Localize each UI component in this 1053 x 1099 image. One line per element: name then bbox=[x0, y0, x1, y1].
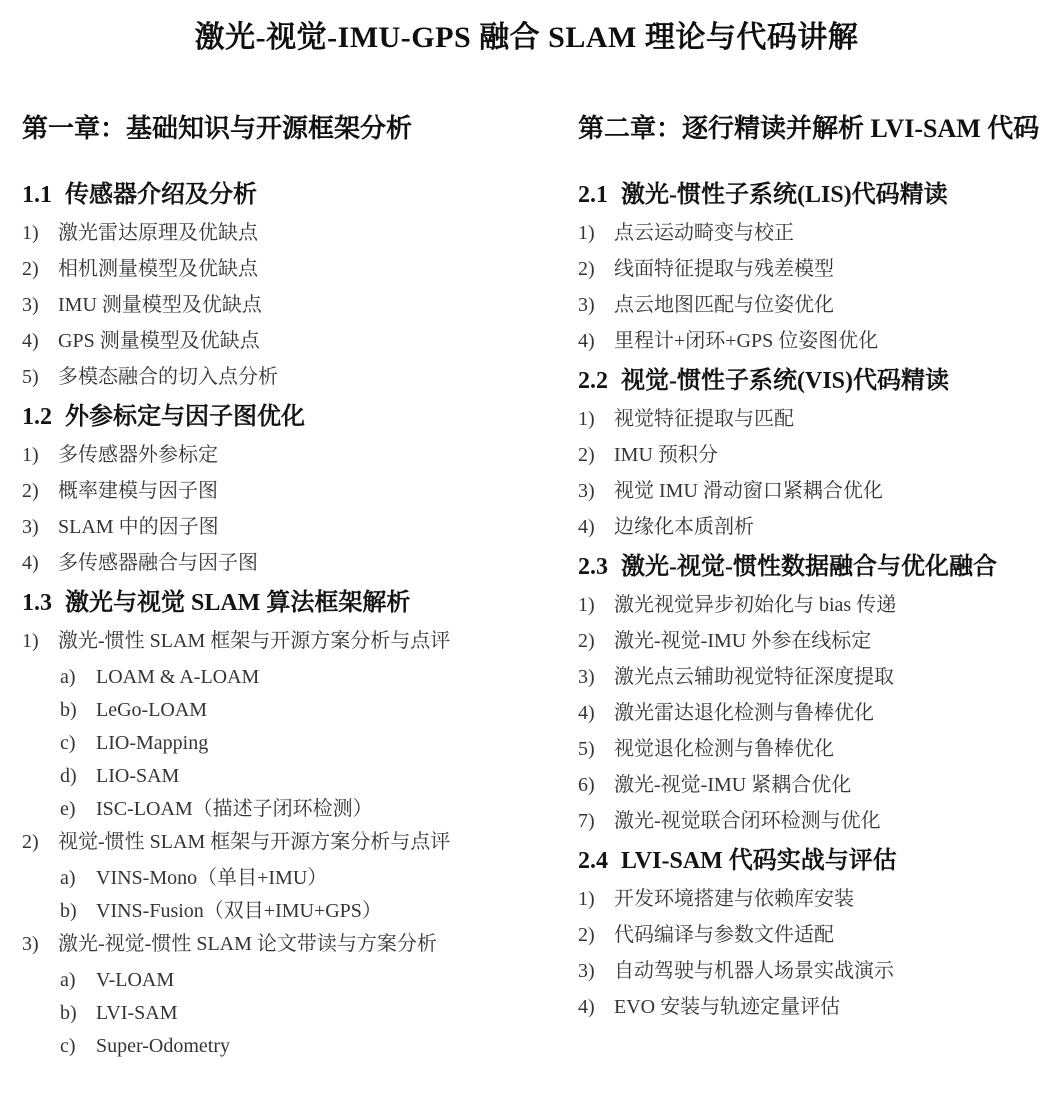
two-column-layout bbox=[0, 112, 1053, 1068]
section-2-4 bbox=[578, 846, 1047, 1019]
item-number: 3) bbox=[22, 516, 39, 538]
section-title: 激光与视觉 SLAM 算法框架解析 bbox=[65, 590, 411, 616]
item-text: 激光雷达退化检测与鲁棒优化 bbox=[614, 702, 874, 724]
item-number: 2) bbox=[22, 831, 39, 853]
section-heading bbox=[22, 588, 578, 618]
item-number: 1) bbox=[22, 444, 39, 466]
section-number: 1.2 bbox=[22, 404, 52, 430]
item-number: 3) bbox=[22, 933, 39, 955]
item-text: 代码编译与参数文件适配 bbox=[614, 924, 834, 946]
item-text: 视觉-惯性 SLAM 框架与开源方案分析与点评 bbox=[58, 831, 451, 853]
item-text: SLAM 中的因子图 bbox=[58, 516, 219, 538]
page-title: 激光-视觉-IMU-GPS 融合 SLAM 理论与代码讲解 bbox=[194, 21, 859, 54]
item-text: 激光雷达原理及优缺点 bbox=[58, 222, 258, 244]
section-number: 1.3 bbox=[22, 590, 52, 616]
list-item bbox=[578, 960, 1047, 983]
item-number: 2) bbox=[22, 258, 39, 280]
item-number: 5) bbox=[578, 738, 595, 760]
list-item bbox=[578, 996, 1047, 1019]
list-item bbox=[22, 480, 578, 503]
item-number: a) bbox=[60, 867, 76, 889]
item-number: b) bbox=[60, 900, 77, 922]
section-heading bbox=[578, 180, 1047, 210]
item-text: 视觉退化检测与鲁棒优化 bbox=[614, 738, 834, 760]
list-item bbox=[22, 516, 578, 539]
section-title: LVI-SAM 代码实战与评估 bbox=[621, 848, 897, 874]
section-heading bbox=[22, 402, 578, 432]
item-number: a) bbox=[60, 969, 76, 991]
list-item bbox=[578, 666, 1047, 689]
item-text: GPS 测量模型及优缺点 bbox=[58, 330, 260, 352]
item-text: 点云运动畸变与校正 bbox=[614, 222, 794, 244]
section-number: 1.1 bbox=[22, 182, 52, 208]
item-text: 视觉 IMU 滑动窗口紧耦合优化 bbox=[614, 480, 883, 502]
item-text: LVI-SAM bbox=[96, 1002, 178, 1024]
section-2-2 bbox=[578, 366, 1047, 539]
item-number: e) bbox=[60, 798, 76, 820]
list-item bbox=[22, 444, 578, 467]
section-number: 2.3 bbox=[578, 554, 608, 580]
item-text: 激光-视觉-IMU 紧耦合优化 bbox=[614, 774, 852, 796]
list-item bbox=[578, 810, 1047, 833]
item-number: 4) bbox=[22, 552, 39, 574]
item-number: 5) bbox=[22, 366, 39, 388]
section-heading bbox=[22, 180, 578, 210]
item-number: a) bbox=[60, 666, 76, 688]
sub-list-item bbox=[60, 867, 578, 890]
item-text: VINS-Mono（单目+IMU） bbox=[96, 867, 328, 889]
sub-list-item bbox=[60, 900, 578, 923]
item-number: 4) bbox=[578, 996, 595, 1018]
item-text: 激光点云辅助视觉特征深度提取 bbox=[614, 666, 894, 688]
item-number: 1) bbox=[22, 630, 39, 652]
item-number: 1) bbox=[578, 222, 595, 244]
list-item bbox=[578, 924, 1047, 947]
sub-list-item bbox=[60, 969, 578, 992]
item-text: IMU 测量模型及优缺点 bbox=[58, 294, 262, 316]
item-number: 3) bbox=[578, 960, 595, 982]
list-item bbox=[22, 366, 578, 389]
item-text: 激光视觉异步初始化与 bias 传递 bbox=[614, 594, 897, 616]
item-number: 2) bbox=[578, 630, 595, 652]
item-text: 激光-惯性 SLAM 框架与开源方案分析与点评 bbox=[58, 630, 451, 652]
item-number: 6) bbox=[578, 774, 595, 796]
list-item bbox=[578, 408, 1047, 431]
list-item bbox=[22, 258, 578, 281]
item-text: IMU 预积分 bbox=[614, 444, 718, 466]
sub-list-item bbox=[60, 666, 578, 689]
item-text: V-LOAM bbox=[96, 969, 175, 991]
item-text: ISC-LOAM（描述子闭环检测） bbox=[96, 798, 373, 820]
item-text: 激光-视觉联合闭环检测与优化 bbox=[614, 810, 881, 832]
section-number: 2.1 bbox=[578, 182, 608, 208]
item-text: EVO 安装与轨迹定量评估 bbox=[614, 996, 841, 1018]
item-number: 2) bbox=[578, 444, 595, 466]
item-number: 1) bbox=[578, 594, 595, 616]
list-item bbox=[578, 888, 1047, 911]
item-text: 里程计+闭环+GPS 位姿图优化 bbox=[614, 330, 879, 352]
item-text: LIO-Mapping bbox=[96, 732, 209, 754]
sub-list-item bbox=[60, 798, 578, 821]
section-heading bbox=[578, 366, 1047, 396]
item-text: 多传感器融合与因子图 bbox=[58, 552, 258, 574]
item-number: 1) bbox=[578, 888, 595, 910]
item-number: b) bbox=[60, 1002, 77, 1024]
item-number: 3) bbox=[578, 294, 595, 316]
list-item bbox=[578, 516, 1047, 539]
chapter-1-column bbox=[22, 112, 578, 1068]
item-number: 4) bbox=[22, 330, 39, 352]
list-item bbox=[578, 480, 1047, 503]
item-number: 2) bbox=[578, 258, 595, 280]
list-item bbox=[578, 294, 1047, 317]
section-title: 激光-视觉-惯性数据融合与优化融合 bbox=[621, 554, 997, 580]
chapter-2-heading: 第二章：逐行精读并解析 LVI-SAM 代码 bbox=[578, 114, 1040, 143]
section-heading bbox=[578, 552, 1047, 582]
chapter-1-heading: 第一章：基础知识与开源框架分析 bbox=[22, 114, 413, 143]
item-text: 相机测量模型及优缺点 bbox=[58, 258, 258, 280]
list-item bbox=[22, 831, 578, 854]
item-text: 概率建模与因子图 bbox=[58, 480, 218, 502]
item-text: 线面特征提取与残差模型 bbox=[614, 258, 834, 280]
section-title: 外参标定与因子图优化 bbox=[65, 404, 305, 430]
item-number: 2) bbox=[578, 924, 595, 946]
list-item bbox=[22, 222, 578, 245]
list-item bbox=[578, 444, 1047, 467]
item-text: Super-Odometry bbox=[96, 1035, 231, 1057]
sub-list-item bbox=[60, 765, 578, 788]
item-text: 开发环境搭建与依赖库安装 bbox=[614, 888, 854, 910]
item-text: VINS-Fusion（双目+IMU+GPS） bbox=[96, 900, 382, 922]
section-1-2 bbox=[22, 402, 578, 575]
item-number: 3) bbox=[578, 480, 595, 502]
item-number: 4) bbox=[578, 702, 595, 724]
list-item bbox=[22, 330, 578, 353]
item-number: b) bbox=[60, 699, 77, 721]
list-item bbox=[578, 222, 1047, 245]
item-text: 视觉特征提取与匹配 bbox=[614, 408, 794, 430]
sub-list-item bbox=[60, 1002, 578, 1025]
list-item bbox=[578, 702, 1047, 725]
list-item bbox=[578, 594, 1047, 617]
item-number: 7) bbox=[578, 810, 595, 832]
sub-list-item bbox=[60, 732, 578, 755]
list-item bbox=[578, 738, 1047, 761]
item-text: LIO-SAM bbox=[96, 765, 180, 787]
item-text: LeGo-LOAM bbox=[96, 699, 208, 721]
item-text: 多模态融合的切入点分析 bbox=[58, 366, 278, 388]
item-text: 边缘化本质剖析 bbox=[614, 516, 754, 538]
item-number: 1) bbox=[578, 408, 595, 430]
list-item bbox=[578, 774, 1047, 797]
item-number: 3) bbox=[22, 294, 39, 316]
list-item bbox=[22, 294, 578, 317]
item-text: 点云地图匹配与位姿优化 bbox=[614, 294, 834, 316]
sub-list-item bbox=[60, 699, 578, 722]
section-1-1 bbox=[22, 180, 578, 389]
section-2-1 bbox=[578, 180, 1047, 353]
item-number: 2) bbox=[22, 480, 39, 502]
item-number: c) bbox=[60, 732, 76, 754]
section-title: 传感器介绍及分析 bbox=[65, 182, 257, 208]
section-number: 2.2 bbox=[578, 368, 608, 394]
item-number: 4) bbox=[578, 330, 595, 352]
item-number: c) bbox=[60, 1035, 76, 1057]
list-item bbox=[22, 552, 578, 575]
section-1-3 bbox=[22, 588, 578, 1058]
section-title: 视觉-惯性子系统(VIS)代码精读 bbox=[621, 368, 949, 394]
list-item bbox=[578, 258, 1047, 281]
item-number: 3) bbox=[578, 666, 595, 688]
course-outline-page bbox=[0, 20, 1053, 1068]
item-text: 激光-视觉-惯性 SLAM 论文带读与方案分析 bbox=[58, 933, 437, 955]
section-title: 激光-惯性子系统(LIS)代码精读 bbox=[621, 182, 948, 208]
item-text: 自动驾驶与机器人场景实战演示 bbox=[614, 960, 894, 982]
item-text: LOAM & A-LOAM bbox=[96, 666, 260, 688]
sub-list-item bbox=[60, 1035, 578, 1058]
list-item bbox=[22, 630, 578, 653]
item-text: 激光-视觉-IMU 外参在线标定 bbox=[614, 630, 872, 652]
item-number: 4) bbox=[578, 516, 595, 538]
list-item bbox=[22, 933, 578, 956]
section-heading bbox=[578, 846, 1047, 876]
item-number: d) bbox=[60, 765, 77, 787]
section-2-3 bbox=[578, 552, 1047, 833]
item-text: 多传感器外参标定 bbox=[58, 444, 218, 466]
section-number: 2.4 bbox=[578, 848, 608, 874]
list-item bbox=[578, 330, 1047, 353]
list-item bbox=[578, 630, 1047, 653]
item-number: 1) bbox=[22, 222, 39, 244]
chapter-2-column bbox=[578, 112, 1047, 1068]
